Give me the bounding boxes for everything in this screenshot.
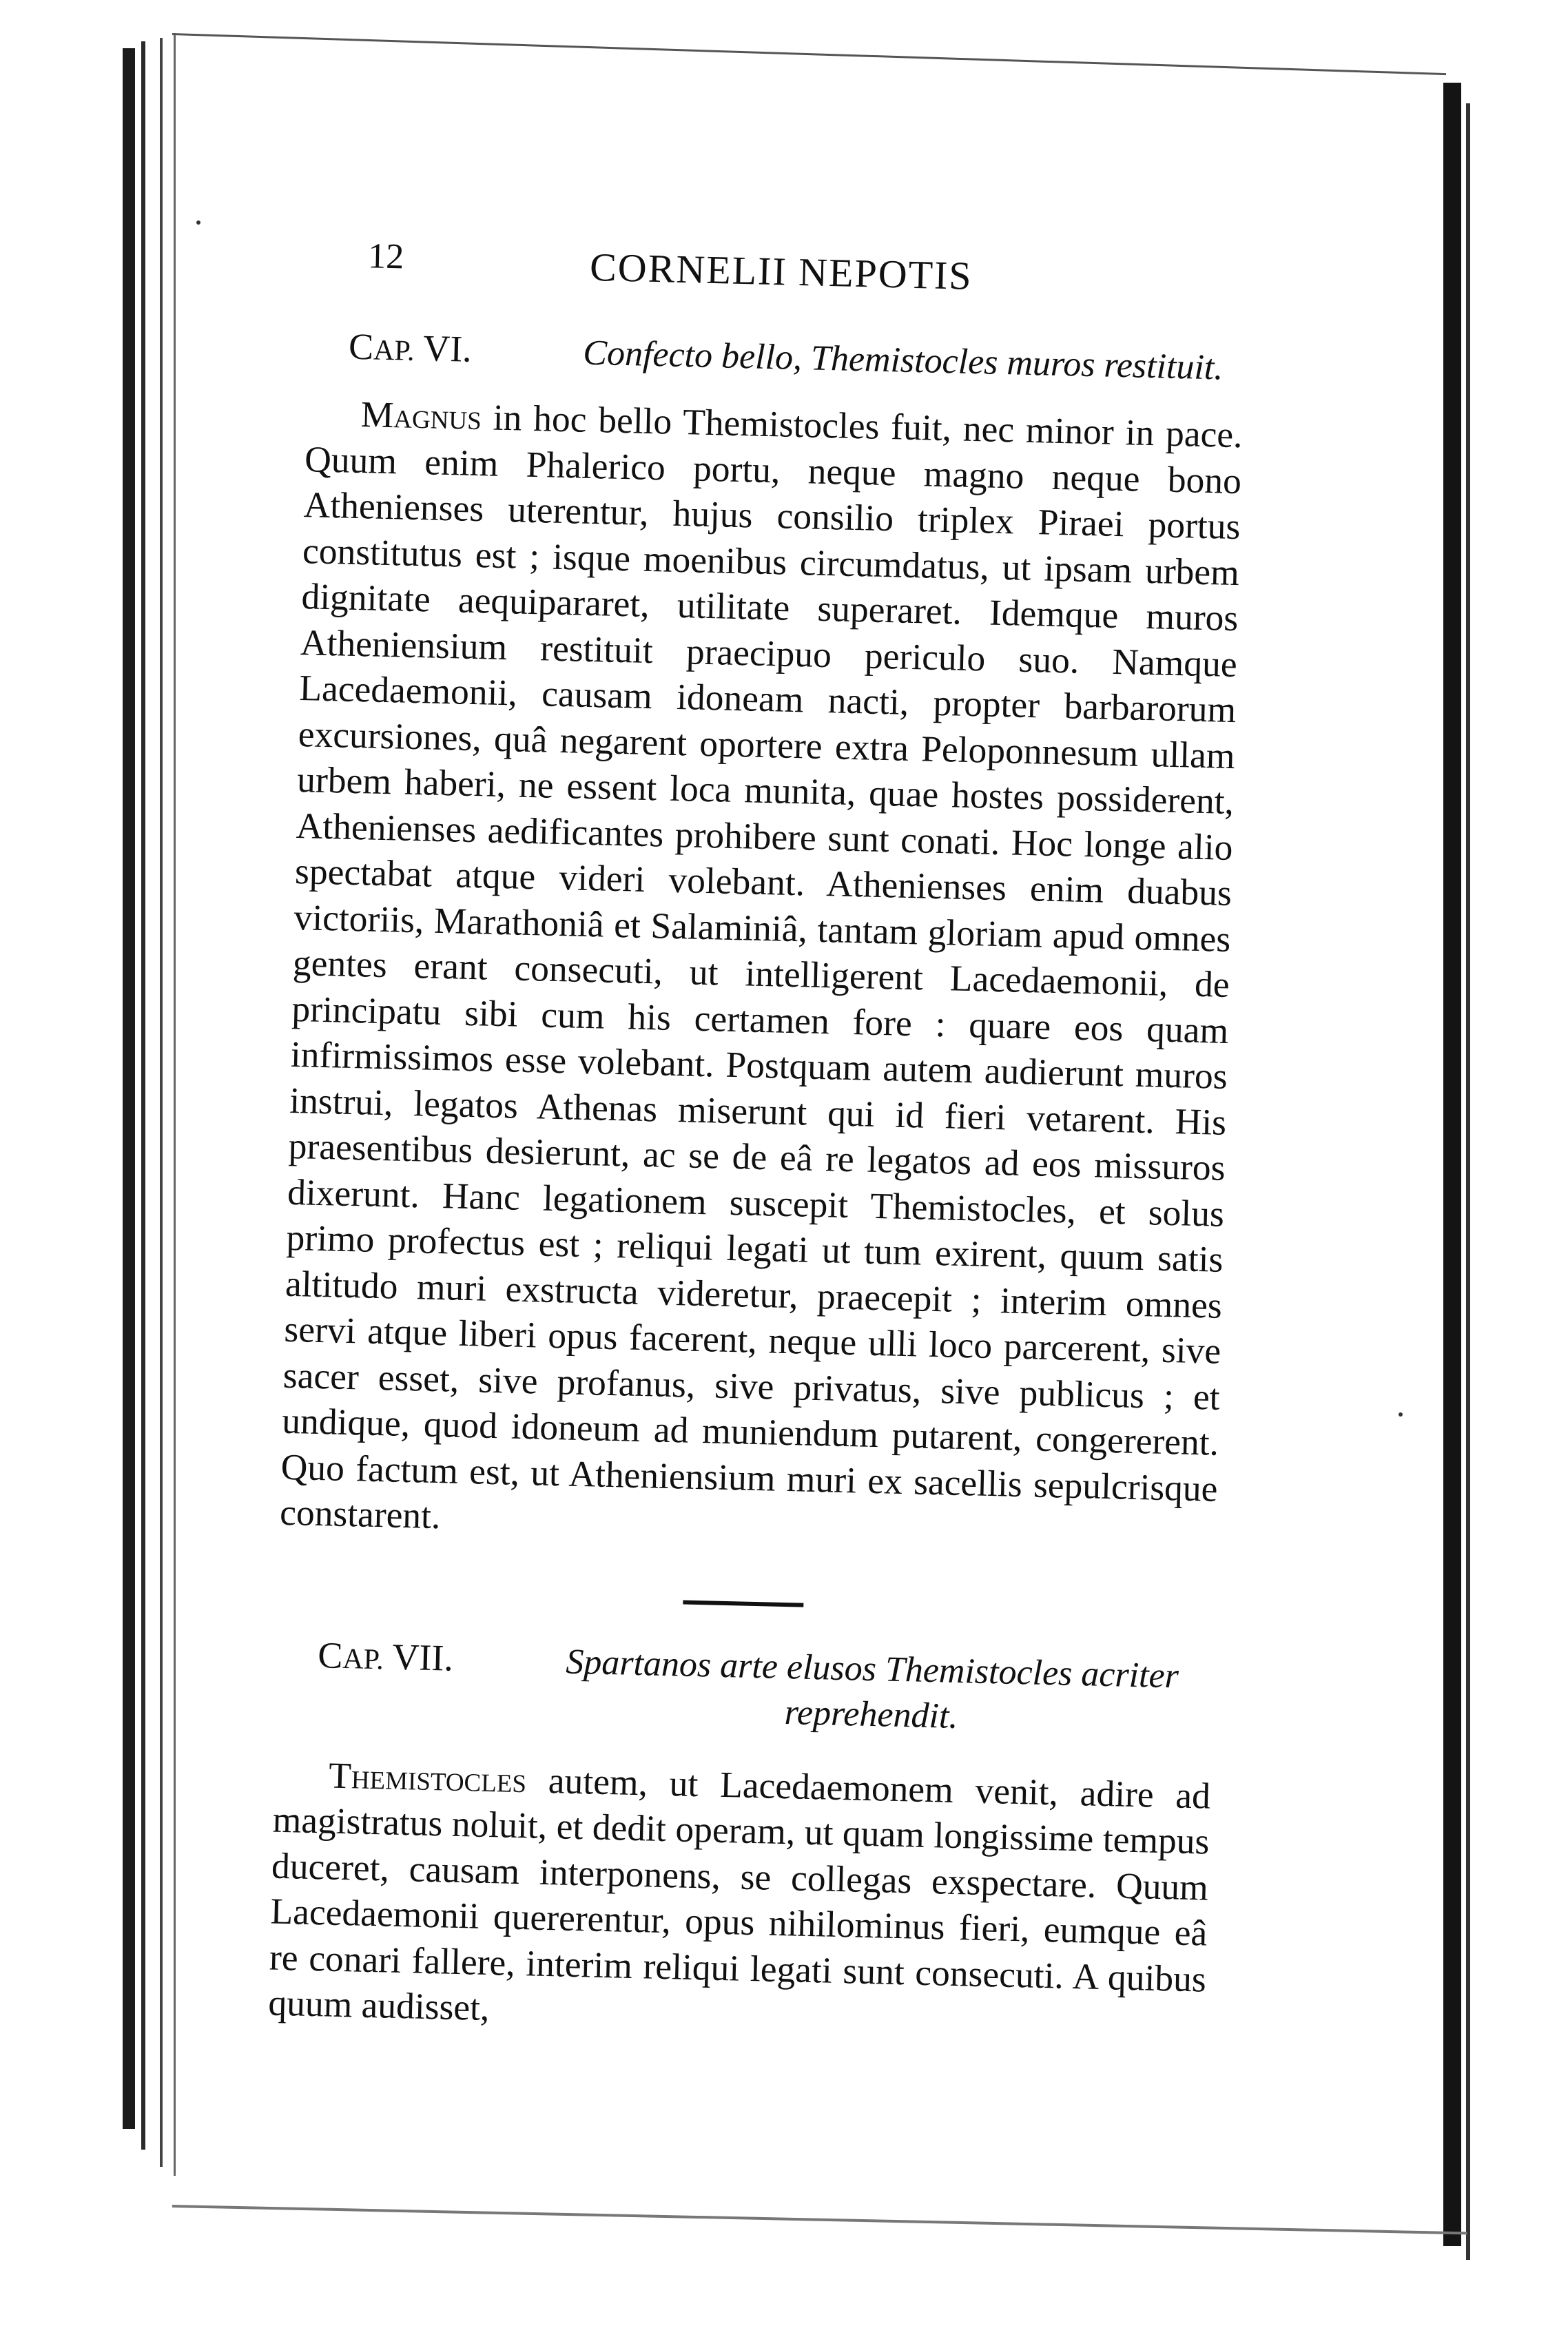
book-edge-right bbox=[1443, 83, 1461, 2246]
book-edge-left-inner bbox=[141, 41, 145, 2150]
book-edge-right-inner bbox=[1466, 103, 1470, 2260]
chapter-title: Confecto bello, Themistocles muros restituit. bbox=[582, 333, 1224, 388]
scan-speck bbox=[196, 220, 200, 225]
page-edge-left bbox=[160, 38, 163, 2167]
book-edge-left bbox=[123, 48, 135, 2129]
chapter-label-cap: C bbox=[348, 325, 374, 368]
lead-word: Magnus bbox=[360, 393, 482, 438]
book-page bbox=[259, 234, 1246, 2117]
page-edge-left-2 bbox=[174, 33, 176, 2176]
chapter-body bbox=[280, 390, 1244, 1557]
page-edge-bottom bbox=[172, 2205, 1467, 2234]
body-paragraph bbox=[268, 1751, 1211, 2048]
body-text: autem, ut Lacedaemonem venit, adire ad magistratus noluit, et dedit operam, ut quam longissime tempus duceret, causam interponens, se collegas exspectare. Quum Lacedaemonii quererentur, opus nihilominus fieri, eumque eâ re conari fallere, interim reliqui legati sunt consecuti. A quibus quum audisset, bbox=[267, 1758, 1211, 2029]
page-edge-top bbox=[172, 33, 1446, 75]
chapter-body bbox=[268, 1751, 1211, 2048]
chapter-heading bbox=[268, 1632, 1214, 1745]
chapter-label bbox=[318, 1634, 525, 1681]
body-text: in hoc bello Themistocles fuit, nec minor in pace. Quum enim Phalerico portu, neque magno neque bono Athenienses uterentur, hujus consilio triplex Piraei portus constitutus est ; isque moenibus circumdatus, ut ipsam urbem dignitate aequipararet, utilitate superaret. Idemque muros Atheniensium restituit praecipuo periculo suo. Namque Lacedaemonii, causam idoneam nacti, propter barbarorum excursiones, quâ negarent oportere extra Peloponnesum ullam urbem haberi, ne essent loca munita, quae hostes possiderent, Athenienses aedificantes prohibere sunt conati. Hoc longe alio spectabat atque videri volebant. Athenienses enim duabus victoriis, Marathoniâ et Salaminiâ, tantam gloriam apud omnes gentes erant consecuti, ut intelligerent Lacedaemonii, de principatu sibi cum his certamen fore : quare eos quam infirmissimos esse volebant. Postquam autem audierunt muros instrui, legatos Athenas miserunt qui id fieri vetarent. His praesentibus desierunt, ac se de eâ re legatos ad eos missuros dixerunt. Hanc legationem suscepit Themistocles, et solus primo profectus est ; reliqui legati ut tum exirent, quum satis altitudo muri exstructa videretur, praecepit ; interim omnes servi atque liberi opus facerent, neque ulli loco parcerent, sive sacer esset, sive profanus, sive privatus, sive publicus ; et undique, quod idoneum ad muniendum putarent, congererent. Quo factum est, ut Atheniensium muri ex sacellis sepulcrisque constarent. bbox=[279, 396, 1244, 1537]
chapter-label-sc: AP. bbox=[373, 334, 415, 367]
chapter-label-cap: C bbox=[317, 1634, 344, 1676]
chapter-label bbox=[348, 325, 555, 373]
scan-speck bbox=[1399, 1412, 1403, 1417]
section-divider bbox=[683, 1600, 803, 1607]
lead-word: Themistocles bbox=[328, 1754, 527, 1800]
page-number: 12 bbox=[367, 236, 404, 277]
running-head: CORNELII NEPOTIS bbox=[589, 244, 973, 298]
chapter-number: VI. bbox=[414, 327, 473, 370]
chapter-label-sc: AP. bbox=[342, 1643, 384, 1676]
body-paragraph bbox=[280, 390, 1244, 1557]
chapter-heading bbox=[300, 324, 1244, 391]
chapter-number: VII. bbox=[383, 1635, 454, 1679]
chapter-title: Spartanos arte elusos Themistocles acriter reprehendit. bbox=[565, 1642, 1179, 1736]
page-header bbox=[301, 234, 1246, 332]
